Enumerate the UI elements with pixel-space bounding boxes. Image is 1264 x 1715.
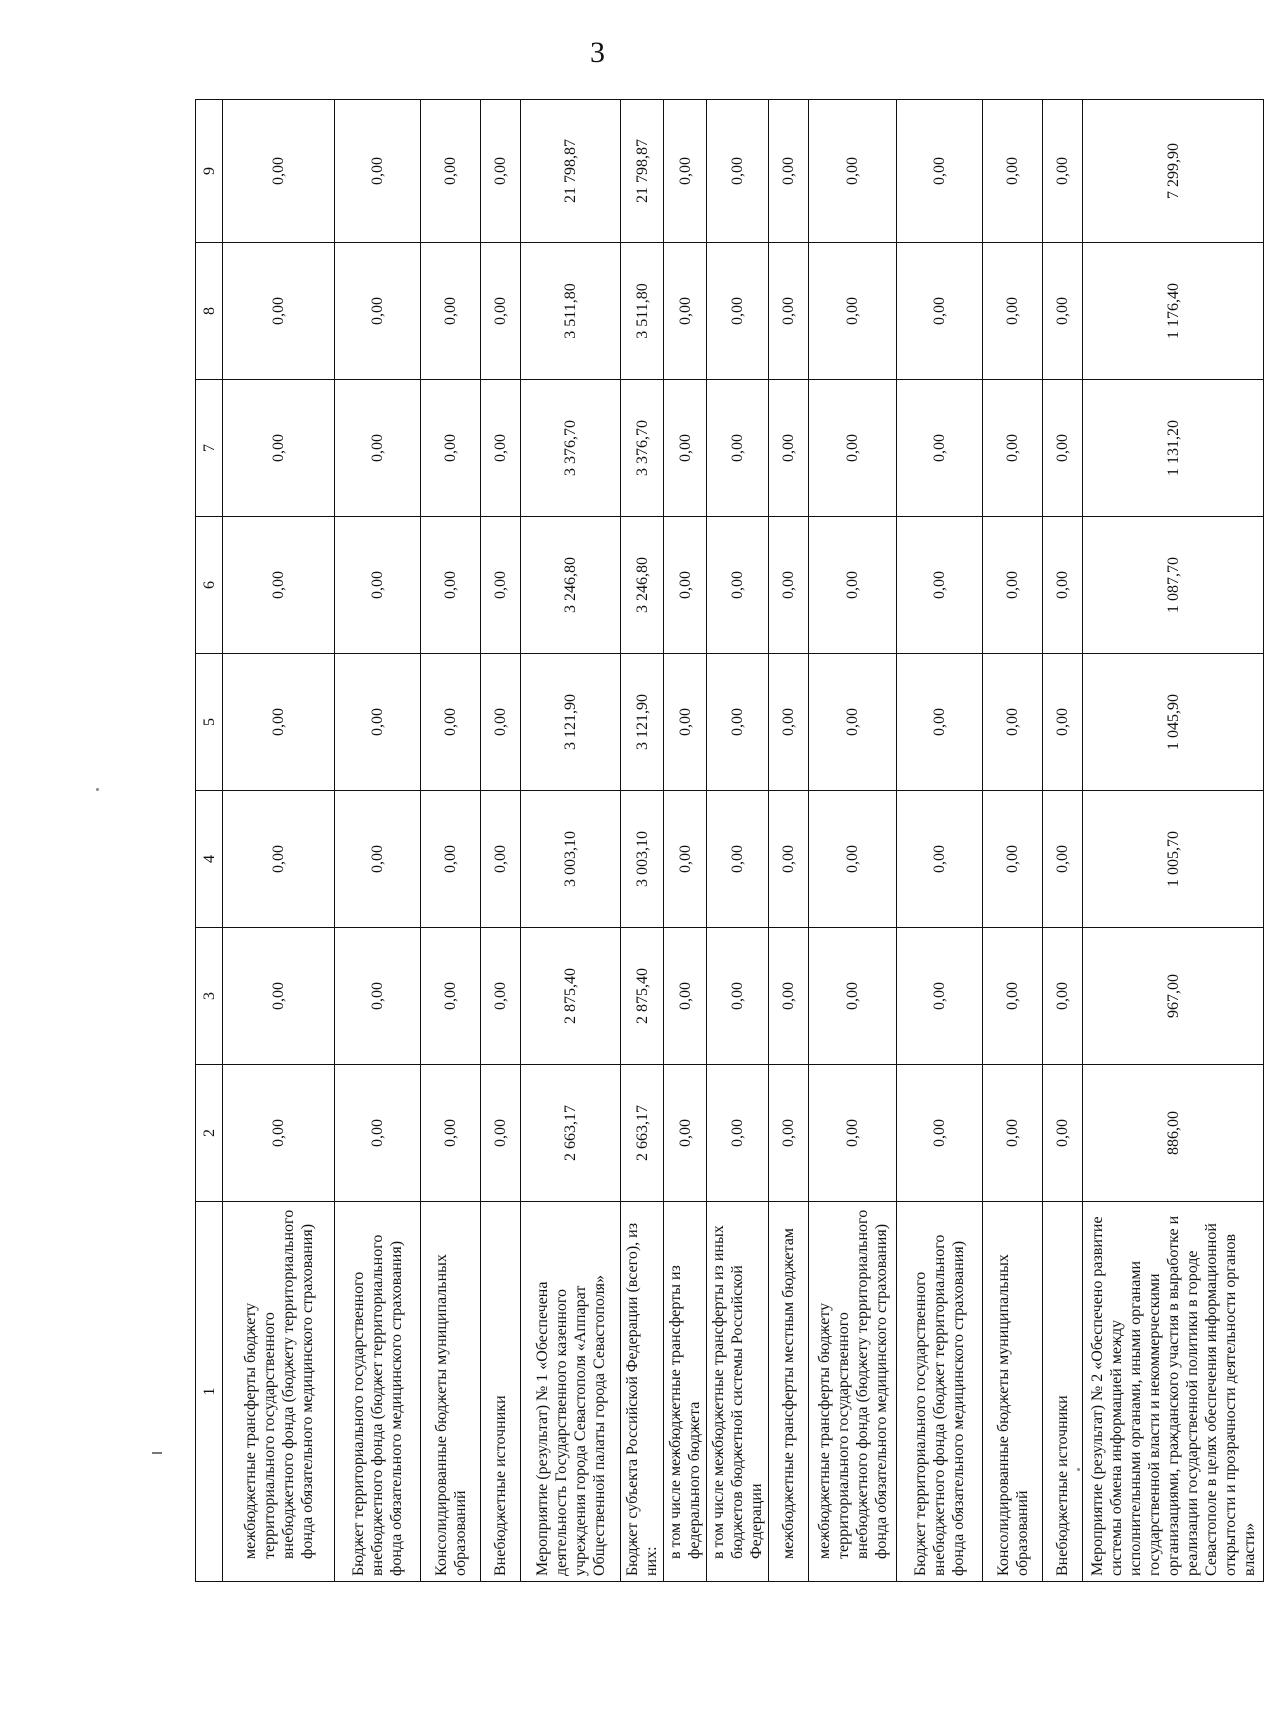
value-cell: 0,00: [481, 380, 521, 517]
value-cell: 0,00: [809, 380, 897, 517]
value-cell: 0,00: [421, 380, 481, 517]
value-cell: 0,00: [223, 100, 335, 243]
column-header: 5: [196, 654, 223, 791]
value-cell: 0,00: [481, 654, 521, 791]
value-cell: 0,00: [897, 791, 983, 928]
table-row: [809, 100, 897, 1582]
value-cell: 0,00: [1043, 928, 1083, 1065]
table-row: [421, 100, 481, 1582]
value-cell: 0,00: [1043, 517, 1083, 654]
value-cell: 0,00: [481, 243, 521, 380]
value-cell: 0,00: [707, 791, 769, 928]
table-row: [664, 100, 707, 1582]
value-cell: 0,00: [1043, 100, 1083, 243]
value-cell: 1 045,90: [1083, 654, 1264, 791]
table-row: [1043, 100, 1083, 1582]
table-row: [481, 100, 521, 1582]
value-cell: 0,00: [481, 928, 521, 1065]
table-row: [1083, 100, 1264, 1582]
page-number: 3: [590, 36, 605, 69]
value-cell: 0,00: [769, 517, 809, 654]
value-cell: 0,00: [809, 243, 897, 380]
value-cell: 7 299,90: [1083, 100, 1264, 243]
value-cell: 886,00: [1083, 1065, 1264, 1202]
value-cell: 1 176,40: [1083, 243, 1264, 380]
table-row: [983, 100, 1043, 1582]
table-row: [621, 100, 664, 1582]
table-body: [223, 100, 1264, 1582]
row-label: Внебюджетные источники: [1043, 1202, 1083, 1582]
value-cell: 2 875,40: [621, 928, 664, 1065]
value-cell: 3 511,80: [521, 243, 621, 380]
value-cell: 0,00: [335, 791, 421, 928]
value-cell: 0,00: [481, 1065, 521, 1202]
value-cell: 0,00: [664, 654, 707, 791]
budget-table: [195, 99, 1264, 1582]
value-cell: 0,00: [809, 791, 897, 928]
row-label: Мероприятие (результат) № 1 «Обеспечена деятельность Государственного казенного учреждения города Севастополя «Аппарат Общественной палаты города Севастополя»: [521, 1202, 621, 1582]
value-cell: 0,00: [897, 654, 983, 791]
value-cell: 21 798,87: [621, 100, 664, 243]
column-header: 1: [196, 1202, 223, 1582]
value-cell: 967,00: [1083, 928, 1264, 1065]
value-cell: 0,00: [707, 1065, 769, 1202]
value-cell: 0,00: [335, 100, 421, 243]
table-row: [223, 100, 335, 1582]
value-cell: 2 875,40: [521, 928, 621, 1065]
value-cell: 0,00: [664, 380, 707, 517]
column-header: 2: [196, 1065, 223, 1202]
value-cell: 0,00: [983, 928, 1043, 1065]
value-cell: 0,00: [707, 100, 769, 243]
value-cell: 0,00: [335, 517, 421, 654]
value-cell: 0,00: [707, 380, 769, 517]
value-cell: 0,00: [897, 380, 983, 517]
column-number-row: [196, 100, 223, 1582]
value-cell: 0,00: [223, 791, 335, 928]
value-cell: 0,00: [223, 654, 335, 791]
table-row: [897, 100, 983, 1582]
row-label: в том числе межбюджетные трансферты из федерального бюджета: [664, 1202, 707, 1582]
value-cell: 3 376,70: [621, 380, 664, 517]
scan-dot: [96, 788, 99, 791]
value-cell: 0,00: [421, 100, 481, 243]
row-label: Бюджет субъекта Российской Федерации (всего), из них:: [621, 1202, 664, 1582]
row-label: Внебюджетные источники: [481, 1202, 521, 1582]
value-cell: 3 511,80: [621, 243, 664, 380]
value-cell: 0,00: [664, 243, 707, 380]
value-cell: 0,00: [897, 517, 983, 654]
value-cell: 0,00: [1043, 654, 1083, 791]
column-header: 8: [196, 243, 223, 380]
value-cell: 0,00: [1043, 380, 1083, 517]
value-cell: 0,00: [707, 243, 769, 380]
row-label: межбюджетные трансферты бюджету территориального государственного внебюджетного фонда (бюджету территориального фонда обязательного медицинского страхования): [223, 1202, 335, 1582]
value-cell: 3 003,10: [521, 791, 621, 928]
value-cell: 0,00: [769, 1065, 809, 1202]
row-label: межбюджетные трансферты местным бюджетам: [769, 1202, 809, 1582]
value-cell: 0,00: [707, 517, 769, 654]
value-cell: 2 663,17: [621, 1065, 664, 1202]
value-cell: 0,00: [223, 380, 335, 517]
value-cell: 0,00: [421, 517, 481, 654]
value-cell: 0,00: [421, 243, 481, 380]
value-cell: 3 376,70: [521, 380, 621, 517]
value-cell: 0,00: [481, 517, 521, 654]
value-cell: 3 246,80: [621, 517, 664, 654]
value-cell: 0,00: [664, 1065, 707, 1202]
value-cell: 0,00: [769, 791, 809, 928]
value-cell: 0,00: [223, 1065, 335, 1202]
table-row: [707, 100, 769, 1582]
value-cell: 0,00: [983, 791, 1043, 928]
value-cell: 0,00: [1043, 1065, 1083, 1202]
row-label: Бюджет территориального государственного внебюджетного фонда (бюджет территориального фонда обязательного медицинского страхования): [897, 1202, 983, 1582]
value-cell: 0,00: [897, 243, 983, 380]
value-cell: 0,00: [983, 654, 1043, 791]
rotated-table-frame: [195, 100, 1258, 1582]
rotated-table-container: [195, 100, 1258, 1582]
column-header: 6: [196, 517, 223, 654]
value-cell: 0,00: [223, 928, 335, 1065]
value-cell: 2 663,17: [521, 1065, 621, 1202]
value-cell: 0,00: [335, 928, 421, 1065]
value-cell: 0,00: [983, 380, 1043, 517]
row-label: Консолидированные бюджеты муниципальных образований: [983, 1202, 1043, 1582]
value-cell: 0,00: [481, 791, 521, 928]
value-cell: 0,00: [809, 517, 897, 654]
value-cell: 0,00: [897, 100, 983, 243]
value-cell: 0,00: [769, 928, 809, 1065]
value-cell: 0,00: [809, 654, 897, 791]
value-cell: 0,00: [664, 517, 707, 654]
value-cell: 0,00: [769, 654, 809, 791]
value-cell: 0,00: [983, 100, 1043, 243]
value-cell: 0,00: [335, 380, 421, 517]
value-cell: 1 087,70: [1083, 517, 1264, 654]
scan-dot: [1077, 1468, 1080, 1471]
value-cell: 0,00: [421, 928, 481, 1065]
value-cell: 3 121,90: [521, 654, 621, 791]
value-cell: 0,00: [481, 100, 521, 243]
value-cell: 0,00: [1043, 791, 1083, 928]
value-cell: 0,00: [421, 654, 481, 791]
value-cell: 0,00: [664, 928, 707, 1065]
value-cell: 0,00: [421, 1065, 481, 1202]
value-cell: 0,00: [769, 100, 809, 243]
table-row: [769, 100, 809, 1582]
value-cell: 0,00: [769, 380, 809, 517]
value-cell: 0,00: [707, 654, 769, 791]
table-row: [335, 100, 421, 1582]
value-cell: 0,00: [223, 243, 335, 380]
table-row: [521, 100, 621, 1582]
value-cell: 0,00: [1043, 243, 1083, 380]
value-cell: 0,00: [983, 243, 1043, 380]
value-cell: 0,00: [897, 928, 983, 1065]
value-cell: 0,00: [707, 928, 769, 1065]
value-cell: 0,00: [983, 1065, 1043, 1202]
row-label: Бюджет территориального государственного внебюджетного фонда (бюджет территориального фонда обязательного медицинского страхования): [335, 1202, 421, 1582]
row-label: Консолидированные бюджеты муниципальных образований: [421, 1202, 481, 1582]
value-cell: 21 798,87: [521, 100, 621, 243]
value-cell: 0,00: [335, 654, 421, 791]
column-header: 3: [196, 928, 223, 1065]
value-cell: 0,00: [809, 100, 897, 243]
value-cell: 1 005,70: [1083, 791, 1264, 928]
value-cell: 0,00: [223, 517, 335, 654]
value-cell: 0,00: [769, 243, 809, 380]
column-header: 7: [196, 380, 223, 517]
margin-mark: [152, 1452, 162, 1454]
value-cell: 0,00: [809, 1065, 897, 1202]
value-cell: 0,00: [335, 243, 421, 380]
value-cell: 0,00: [983, 517, 1043, 654]
value-cell: 0,00: [335, 1065, 421, 1202]
value-cell: 3 121,90: [621, 654, 664, 791]
value-cell: 3 246,80: [521, 517, 621, 654]
row-label: межбюджетные трансферты бюджету территориального государственного внебюджетного фонда (бюджету территориального фонда обязательного медицинского страхования): [809, 1202, 897, 1582]
row-label: в том числе межбюджетные трансферты из иных бюджетов бюджетной системы Российской Федерации: [707, 1202, 769, 1582]
value-cell: 0,00: [809, 928, 897, 1065]
value-cell: 0,00: [421, 791, 481, 928]
value-cell: 0,00: [897, 1065, 983, 1202]
row-label: Мероприятие (результат) № 2 «Обеспечено развитие системы обмена информацией между исполнительными органами, иными органами государственной власти и некоммерческими организациями, гражданского участия в выработке и реализации государственной политики в городе Севастополе в целях обеспечения информационной открытости и прозрачности деятельности органов власти»: [1083, 1202, 1264, 1582]
column-header: 4: [196, 791, 223, 928]
value-cell: 1 131,20: [1083, 380, 1264, 517]
value-cell: 3 003,10: [621, 791, 664, 928]
value-cell: 0,00: [664, 100, 707, 243]
value-cell: 0,00: [664, 791, 707, 928]
column-header: 9: [196, 100, 223, 243]
